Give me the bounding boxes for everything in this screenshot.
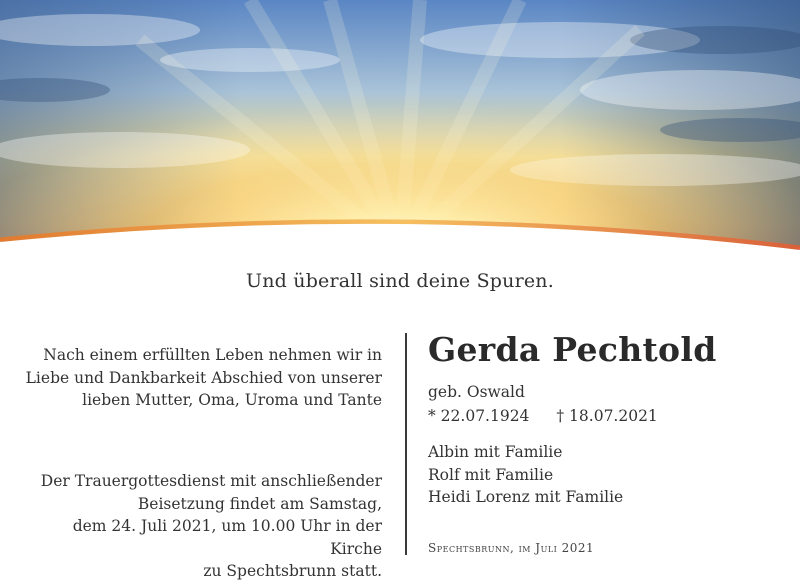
farewell-text — [22, 344, 382, 412]
farewell-line: Nach einem erfüllten Leben nehmen wir in — [43, 346, 382, 364]
service-line: Beisetzung findet am Samstag, — [137, 494, 382, 513]
mourner-entry: Heidi Lorenz mit Familie — [428, 488, 624, 506]
service-line: dem 24. Juli 2021, um 10.00 Uhr in der Kirche — [72, 517, 382, 558]
birth-date: * 22.07.1924 — [428, 407, 530, 425]
service-line: zu Spechtsbrunn statt. — [203, 562, 382, 580]
farewell-line: Liebe und Dankbarkeit Abschied von unserer — [25, 368, 382, 387]
mourner-entry: Rolf mit Familie — [428, 465, 554, 484]
maiden-name: geb. Oswald — [428, 383, 525, 401]
vertical-divider — [405, 333, 407, 555]
farewell-line: lieben Mutter, Oma, Uroma und Tante — [82, 391, 382, 409]
mourner-entry: Albin mit Familie — [428, 443, 563, 461]
place-and-date: Spechtsbrunn, im Juli 2021 — [428, 541, 595, 555]
deceased-name: Gerda Pechtold — [428, 330, 717, 369]
death-date: † 18.07.2021 — [556, 407, 658, 425]
service-line: Der Trauergottesdienst mit anschließender — [40, 472, 382, 490]
mourners-list — [428, 441, 623, 509]
sunrise-banner-image — [0, 0, 800, 262]
motto-quote: Und überall sind deine Spuren. — [246, 270, 554, 292]
funeral-service-text — [22, 470, 382, 583]
life-dates — [428, 407, 680, 425]
